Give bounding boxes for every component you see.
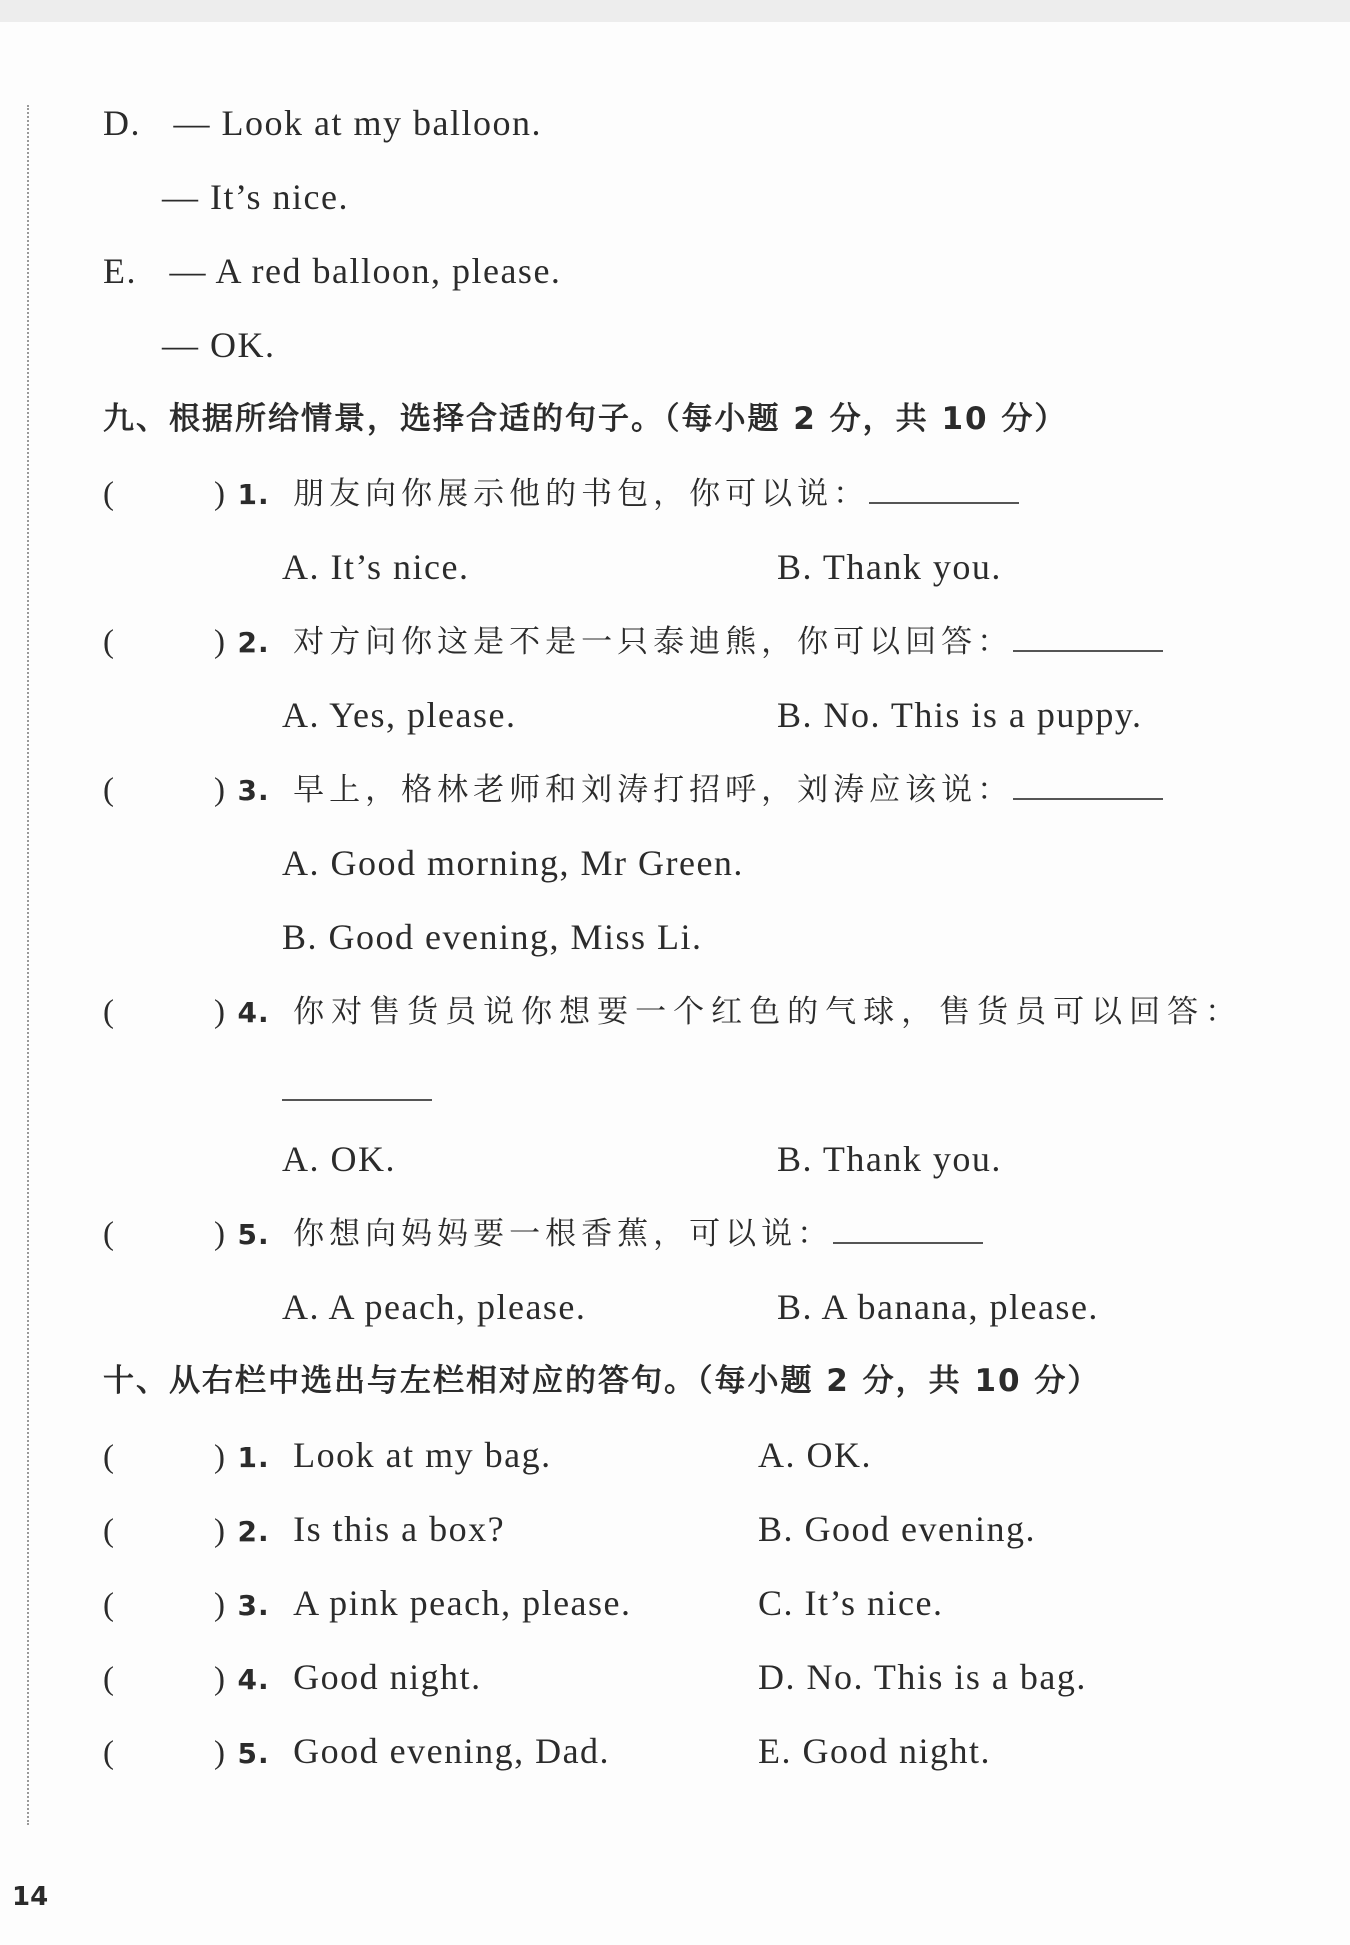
answer-paren-close: ) — [214, 624, 226, 660]
dialogue-text: — A red balloon, please. — [169, 251, 562, 291]
s9-question-4 — [103, 991, 1243, 1033]
margin-dotted-line — [27, 105, 29, 1825]
s10-right-d: D. No. This is a bag. — [758, 1657, 1087, 1697]
fill-blank-line[interactable] — [869, 476, 1019, 504]
s10-right-c: C. It’s nice. — [758, 1583, 944, 1623]
left-column-text: Is this a box? — [293, 1509, 506, 1549]
s9-q2-option-b: B. No. This is a puppy. — [777, 695, 1143, 735]
answer-paren-close: ) — [214, 1735, 226, 1771]
fill-blank-line[interactable] — [1013, 624, 1163, 652]
answer-paren-open: ( — [103, 624, 115, 660]
answer-paren-close: ) — [214, 1513, 226, 1549]
question-number: 1. — [237, 1441, 270, 1474]
fill-blank-line[interactable] — [833, 1216, 983, 1244]
answer-paren-open: ( — [103, 1661, 115, 1697]
answer-paren-close: ) — [214, 1587, 226, 1623]
s10-row-2 — [103, 1509, 505, 1552]
s10-right-a: A. OK. — [758, 1435, 872, 1475]
question-number: 2. — [237, 626, 270, 659]
answer-paren-open: ( — [103, 1587, 115, 1623]
dialogue-text: — Look at my balloon. — [173, 103, 542, 143]
question-prompt: 对方问你这是不是一只泰迪熊，你可以回答： — [293, 624, 1014, 660]
answer-paren-open: ( — [103, 772, 115, 808]
s9-q3-option-b: B. Good evening, Miss Li. — [282, 917, 703, 957]
s9-question-3 — [103, 769, 1163, 811]
s9-q5-option-b: B. A banana, please. — [777, 1287, 1099, 1327]
page-number: 14 — [12, 1882, 49, 1912]
question-number: 3. — [237, 774, 270, 807]
answer-paren-open: ( — [103, 1513, 115, 1549]
section-10-heading: 十、从右栏中选出与左栏相对应的答句。（每小题 2 分，共 10 分） — [103, 1363, 1101, 1399]
s9-question-2 — [103, 621, 1163, 663]
answer-paren-close: ) — [214, 1439, 226, 1475]
question-number: 5. — [237, 1218, 270, 1251]
answer-paren-open: ( — [103, 1439, 115, 1475]
question-number: 4. — [237, 996, 270, 1029]
s10-right-e: E. Good night. — [758, 1731, 991, 1771]
top-edge — [0, 0, 1350, 22]
question-prompt: 早上，格林老师和刘涛打招呼，刘涛应该说： — [293, 772, 1014, 808]
answer-paren-close: ) — [214, 476, 226, 512]
s10-row-3 — [103, 1583, 632, 1626]
question-number: 3. — [237, 1589, 270, 1622]
answer-paren-close: ) — [214, 1661, 226, 1697]
question-number: 1. — [237, 478, 270, 511]
question-number: 5. — [237, 1737, 270, 1770]
s9-q4-option-b: B. Thank you. — [777, 1139, 1002, 1179]
question-prompt: 朋友向你展示他的书包，你可以说： — [293, 476, 870, 512]
section-9-heading: 九、根据所给情景，选择合适的句子。（每小题 2 分，共 10 分） — [103, 401, 1068, 437]
answer-paren-close: ) — [214, 994, 226, 1030]
answer-paren-open: ( — [103, 1216, 115, 1252]
left-column-text: A pink peach, please. — [293, 1583, 632, 1623]
dialogue-e-line2: — OK. — [162, 325, 276, 365]
answer-paren-open: ( — [103, 994, 115, 1030]
question-number: 4. — [237, 1663, 270, 1696]
s9-question-5 — [103, 1213, 983, 1255]
s9-q1-option-b: B. Thank you. — [777, 547, 1002, 587]
question-prompt: 你想向妈妈要一根香蕉，可以说： — [293, 1216, 834, 1252]
dialogue-letter: E. — [103, 251, 137, 291]
s10-row-5 — [103, 1731, 610, 1774]
left-column-text: Look at my bag. — [293, 1435, 552, 1475]
s9-q3-option-a: A. Good morning, Mr Green. — [282, 843, 744, 883]
answer-paren-close: ) — [214, 772, 226, 808]
dialogue-d-line1 — [103, 103, 542, 143]
s9-q4-blank-row — [282, 1070, 432, 1110]
left-column-text: Good night. — [293, 1657, 482, 1697]
s9-q2-option-a: A. Yes, please. — [282, 695, 517, 735]
dialogue-letter: D. — [103, 103, 141, 143]
answer-paren-close: ) — [214, 1216, 226, 1252]
s9-q4-option-a: A. OK. — [282, 1139, 396, 1179]
s9-question-1 — [103, 473, 1019, 515]
question-prompt: 你对售货员说你想要一个红色的气球，售货员可以回答： — [293, 994, 1244, 1030]
s10-right-b: B. Good evening. — [758, 1509, 1036, 1549]
fill-blank-line[interactable] — [1013, 772, 1163, 800]
answer-paren-open: ( — [103, 476, 115, 512]
s9-q5-option-a: A. A peach, please. — [282, 1287, 587, 1327]
answer-paren-open: ( — [103, 1735, 115, 1771]
s10-row-1 — [103, 1435, 552, 1478]
s10-row-4 — [103, 1657, 482, 1700]
question-number: 2. — [237, 1515, 270, 1548]
dialogue-e-line1 — [103, 251, 561, 291]
s9-q1-option-a: A. It’s nice. — [282, 547, 470, 587]
fill-blank-line[interactable] — [282, 1073, 432, 1101]
dialogue-d-line2: — It’s nice. — [162, 177, 349, 217]
left-column-text: Good evening, Dad. — [293, 1731, 611, 1771]
